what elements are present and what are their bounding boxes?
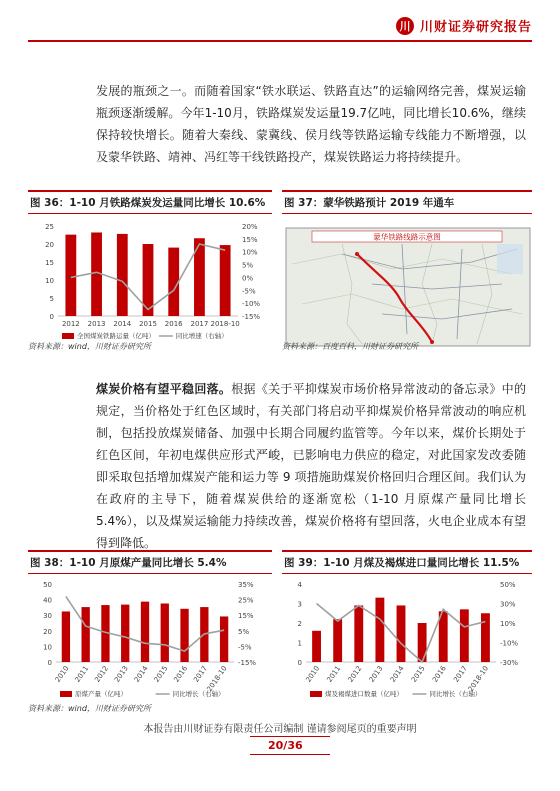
x-tick-label: 2016 [172, 664, 190, 684]
y-tick-label: 4 [297, 581, 302, 589]
x-tick-label: 2013 [113, 664, 130, 684]
x-tick-label: 2014 [132, 664, 150, 684]
y2-tick-label: 50% [500, 581, 516, 589]
y-tick-label: 40 [43, 596, 52, 605]
bar [117, 234, 128, 316]
bar [161, 604, 169, 663]
x-tick-label: 2010 [53, 664, 71, 684]
bar [312, 631, 321, 662]
map-menghua-railway [282, 214, 532, 349]
bar [460, 609, 469, 662]
x-tick-label: 2016 [164, 320, 183, 328]
x-tick-label: 2018-10 [210, 320, 240, 328]
y-tick-label: 0 [49, 313, 54, 321]
footer-note: 本报告由川财证券有限责任公司编制 谨请参阅尾页的重要声明 [143, 724, 417, 735]
y2-tick-label: 5% [238, 627, 250, 636]
figure-37-source: 资料来源：百度百科，川财证券研究所 [282, 342, 418, 351]
y-tick-label: 15 [45, 259, 54, 267]
y2-tick-label: 15% [242, 235, 258, 244]
page-number-top-rule [250, 736, 330, 737]
y-tick-label: 3 [297, 600, 302, 609]
y-tick-label: 50 [43, 581, 52, 589]
bar [375, 598, 384, 662]
y2-tick-label: 0% [242, 274, 254, 283]
chart-raw-coal-output [28, 574, 272, 704]
x-tick-label: 2013 [367, 664, 385, 684]
y-tick-label: 5 [49, 295, 54, 303]
bar [333, 619, 342, 662]
y2-tick-label: -15% [238, 659, 257, 667]
x-tick-label: 2014 [113, 320, 132, 328]
bar [180, 609, 188, 662]
y2-tick-label: 10% [500, 620, 516, 628]
x-tick-label: 2012 [346, 664, 364, 684]
x-tick-label: 2016 [431, 664, 448, 684]
bar [62, 611, 70, 662]
figure-38-title: 图 38：1-10 月原煤产量同比增长 5.4% [28, 550, 272, 574]
x-tick-label: 2011 [325, 664, 343, 684]
figure-38 [28, 550, 272, 707]
x-tick-label: 2011 [73, 664, 91, 684]
y-tick-label: 20 [45, 241, 54, 249]
bar [220, 245, 231, 316]
y-tick-label: 10 [43, 643, 52, 652]
legend-bar-swatch [60, 691, 72, 697]
x-tick-label: 2015 [152, 664, 170, 684]
y2-tick-label: 10% [242, 248, 258, 257]
x-tick-label: 2012 [93, 664, 111, 684]
figure-36-source: 资料来源：wind，川财证券研究所 [28, 342, 151, 351]
figure-39-title: 图 39：1-10 月煤及褐煤进口量同比增长 11.5% [282, 550, 532, 574]
legend-line-label: 同比增长（右轴） [429, 690, 482, 698]
map-caption: 蒙华铁路线路示意图 [373, 232, 441, 242]
y2-tick-label: -15% [242, 313, 261, 321]
paragraph-rail-transport: 发展的瓶颈之一。而随着国家“铁水联运、铁路直达”的运输网络完善，煤炭运输瓶颈逐渐缓解。今年1-10月，铁路煤炭发运量19.7亿吨，同比增长10.6%，继续保持较快增长。随着大秦线、蒙冀线、侯月线等铁路运输专线能力不断增强，以及蒙华铁路、靖神、冯红等干线铁路投产，煤炭铁路运力将持续提升。 [96, 84, 526, 164]
legend-line-label: 同比增速（右轴） [175, 332, 228, 340]
bar [65, 235, 76, 316]
legend-bar-label: 煤及褐煤进口数量（亿吨） [325, 690, 403, 698]
y-tick-label: 10 [45, 277, 54, 285]
bar [82, 607, 90, 662]
y2-tick-label: 25% [238, 596, 254, 605]
x-tick-label: 2010 [304, 664, 322, 684]
x-tick-label: 2015 [409, 664, 427, 684]
report-header [396, 16, 532, 35]
page-number-bottom-rule [250, 754, 330, 755]
page-number: 20/36 [268, 739, 303, 752]
x-tick-label: 2017 [452, 664, 469, 684]
y-tick-label: 0 [297, 659, 302, 667]
brand-logo-icon: 川 [396, 17, 414, 35]
x-tick-label: 2017 [192, 664, 209, 684]
legend-bar-swatch [310, 691, 322, 697]
x-tick-label: 2018-10 [205, 664, 229, 694]
bar [354, 605, 363, 662]
y2-tick-label: -5% [238, 643, 252, 652]
legend-bar-label: 原煤产量（亿吨） [75, 690, 127, 698]
figure-37-title: 图 37：蒙华铁路预计 2019 年通车 [282, 190, 532, 214]
y2-tick-label: -10% [500, 639, 519, 648]
figure-37 [282, 190, 532, 352]
y-tick-label: 0 [47, 659, 52, 667]
brand-name: 川财证券研究报告 [419, 20, 532, 35]
y2-tick-label: 15% [238, 612, 254, 621]
legend-bar-label: 全国煤炭铁路运量（亿吨） [77, 332, 155, 340]
bar [481, 613, 490, 662]
y-tick-label: 25 [45, 223, 54, 231]
bar [141, 602, 149, 662]
x-tick-label: 2012 [61, 320, 80, 328]
legend-bar-swatch [62, 333, 74, 339]
y2-tick-label: -5% [242, 287, 256, 296]
y2-tick-label: 35% [238, 581, 254, 589]
y2-tick-label: -10% [242, 300, 261, 309]
y-tick-label: 1 [297, 639, 302, 648]
bar [220, 616, 228, 662]
x-tick-label: 2013 [87, 320, 106, 328]
chart-rail-coal-volume [28, 214, 272, 349]
y-tick-label: 2 [297, 620, 302, 628]
figure-38-source: 资料来源：wind，川财证券研究所 [28, 704, 151, 713]
x-tick-label: 2018-10 [466, 664, 491, 694]
start-station-icon [355, 252, 359, 256]
figure-39 [282, 550, 532, 707]
legend-line-label: 同比增长（右轴） [172, 690, 225, 698]
paragraph-coal-price-body: 根据《关于平抑煤炭市场价格异常波动的备忘录》中的规定，当价格处于红色区域时，有关部门将启动平抑煤炭价格异常波动的响应机制，包括投放煤炭储备、加强中长期合同履约监管等。今年以来，煤价长期处于红色区间，年初电煤供应形式严峻，已影响电力供应的稳定，对此国家发改委随即采取包括增加煤炭产能和运力等 9 项措施助煤炭价格回归合理区间。我们认为在政府的主导下，随着煤炭供给的逐渐宽松（1-10 月原煤产量同比增长 5.4%），以及煤炭运输能力持续改善，煤炭价格将有望回落，火电企业成本有望得到降低。 [96, 382, 526, 550]
y2-tick-label: 5% [242, 261, 254, 270]
paragraph-coal-price [96, 378, 526, 554]
y2-tick-label: -30% [500, 659, 519, 667]
sea-area [497, 244, 523, 274]
y-tick-label: 30 [43, 612, 52, 621]
y2-tick-label: 20% [242, 223, 258, 231]
x-tick-label: 2015 [139, 320, 157, 328]
bar [121, 605, 129, 662]
paragraph-coal-price-lead: 煤炭价格有望平稳回落。 [96, 382, 232, 396]
y-tick-label: 20 [43, 627, 52, 636]
figure-36-title: 图 36：1-10 月铁路煤炭发运量同比增长 10.6% [28, 190, 272, 214]
x-tick-label: 2017 [190, 320, 209, 328]
figure-36 [28, 190, 272, 352]
bar [397, 605, 406, 662]
header-divider [28, 40, 532, 42]
bar [168, 248, 179, 316]
x-tick-label: 2014 [388, 664, 406, 684]
y2-tick-label: 30% [500, 600, 516, 609]
end-station-icon [430, 340, 434, 344]
chart-coal-imports [282, 574, 532, 704]
